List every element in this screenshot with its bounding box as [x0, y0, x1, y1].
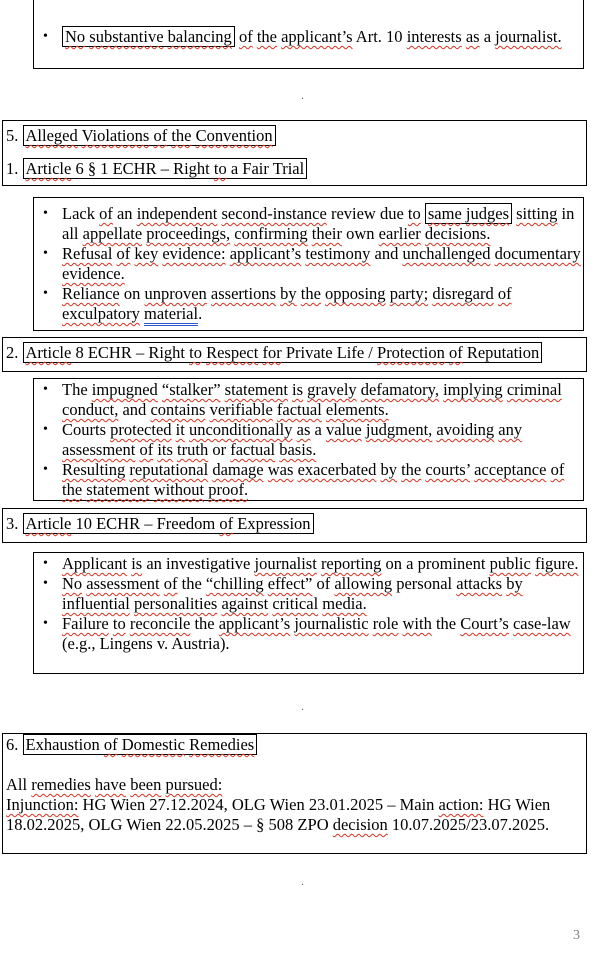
bullet-list: [34, 553, 583, 654]
spellcheck-marked-word: to: [213, 159, 227, 178]
separator-dot: .: [301, 876, 304, 888]
page-number: 3: [573, 928, 580, 943]
spellcheck-marked-word: conduct,: [62, 400, 119, 419]
spellcheck-marked-word: unchallenged: [402, 244, 491, 263]
paragraph: All remedies have been pursued:: [6, 775, 223, 794]
spellcheck-marked-word: for: [262, 343, 282, 362]
bullet-list: [34, 379, 583, 500]
spellcheck-marked-word: the: [171, 126, 192, 145]
bullet-item: • Refusal of key evidence: applicant’s testimony and unchallenged documentary evidence.: [34, 244, 583, 284]
spellcheck-marked-word: Protection: [377, 343, 445, 362]
bullet-item: • Failure to reconcile the applicant’s journalistic role with the Court’s case-law (e.g., Lingens v. Austria).: [34, 614, 583, 654]
spellcheck-marked-word: pursued:: [165, 775, 223, 794]
article-10-heading-box: [2, 508, 587, 543]
spellcheck-marked-word: No: [65, 27, 86, 46]
spellcheck-marked-word: as: [296, 420, 311, 439]
spellcheck-marked-word: applicant’s: [229, 244, 302, 263]
spellcheck-marked-word: avoiding: [436, 420, 495, 439]
article-8-heading-box: [2, 337, 587, 372]
article-10-bullet-box: [33, 552, 584, 674]
spellcheck-marked-word: by: [380, 460, 397, 479]
spellcheck-marked-word: by: [506, 574, 523, 593]
spellcheck-marked-word: factual: [230, 440, 276, 459]
spellcheck-marked-word: unconditionally: [188, 420, 293, 439]
spellcheck-marked-word: exacerbated: [297, 460, 377, 479]
spellcheck-marked-word: action:: [438, 795, 484, 814]
spellcheck-marked-word: verifiable: [209, 400, 273, 419]
spellcheck-marked-word: Injunction:: [6, 795, 79, 814]
section-6-heading: 6. Exhaustion of Domestic Remedies: [6, 735, 582, 755]
spellcheck-marked-word: balancing: [167, 27, 232, 46]
article-10-heading: 3. Article 10 ECHR – Freedom of Expression: [6, 514, 586, 534]
section-6-box: [2, 733, 587, 854]
spellcheck-marked-word: their: [311, 224, 342, 243]
spellcheck-marked-word: journalist: [254, 554, 317, 573]
text-frame: Article 10 ECHR – Freedom of Expression: [23, 513, 314, 534]
spellcheck-marked-word: defamatory,: [360, 380, 439, 399]
spellcheck-marked-word: Court’s: [460, 614, 509, 633]
spellcheck-marked-word: unproven: [144, 284, 207, 303]
bullet-item: • No substantive balancing of the applicant’s Art. 10 interests as a journalist.: [34, 27, 583, 47]
spellcheck-marked-word: decisions.: [424, 224, 491, 243]
text-frame: [425, 203, 512, 224]
spellcheck-marked-word: contains: [150, 400, 206, 419]
spellcheck-marked-word: damage: [212, 460, 264, 479]
spellcheck-marked-word: the: [401, 460, 422, 479]
bullet-item: • No assessment of the “chilling effect” of allowing personal attacks by influential personalities against critical media.: [34, 574, 583, 614]
spellcheck-marked-word: proof.: [208, 480, 249, 499]
spellcheck-marked-word: documentary: [494, 244, 581, 263]
spellcheck-marked-word: of: [219, 514, 234, 533]
spellcheck-marked-word: to: [407, 204, 421, 223]
bullet-item: [34, 460, 583, 500]
grammar-marked-text: material: [144, 304, 198, 326]
spellcheck-marked-word: Article: [25, 514, 72, 533]
spellcheck-marked-word: remedies: [31, 775, 91, 794]
spellcheck-marked-word: influential: [62, 594, 130, 613]
spellcheck-marked-word: reconcile: [129, 614, 191, 633]
spellcheck-marked-word: proceedings,: [146, 224, 231, 243]
spellcheck-marked-word: statement: [224, 380, 288, 399]
spellcheck-marked-word: earlier: [378, 224, 421, 243]
spellcheck-marked-word: case-law: [512, 614, 571, 633]
spellcheck-marked-word: Refusal: [62, 244, 113, 263]
spellcheck-marked-word: exculpatory: [62, 304, 140, 323]
spellcheck-marked-word: Failure: [62, 614, 109, 633]
spellcheck-marked-word: judgment,: [365, 420, 433, 439]
spellcheck-marked-word: of: [550, 460, 565, 479]
separator-dot: .: [301, 701, 304, 713]
spellcheck-marked-word: role: [372, 614, 399, 633]
spellcheck-marked-word: protected: [110, 420, 172, 439]
spellcheck-marked-word: judges: [465, 204, 510, 223]
spellcheck-marked-word: Domestic: [121, 735, 185, 754]
text-frame: Exhaustion of Domestic Remedies: [23, 734, 258, 755]
spellcheck-marked-word: it: [175, 420, 185, 439]
spellcheck-marked-word: second-instance: [221, 204, 327, 223]
spellcheck-marked-word: was: [267, 460, 294, 479]
spellcheck-marked-word: disregard: [432, 284, 494, 303]
spellcheck-marked-word: “chilling: [205, 574, 264, 593]
spellcheck-marked-word: as: [465, 27, 480, 46]
spellcheck-marked-word: of: [99, 204, 113, 223]
spellcheck-marked-word: Violations: [81, 126, 150, 145]
spellcheck-marked-word: with: [402, 614, 432, 633]
spellcheck-marked-word: Convention: [195, 126, 273, 145]
spellcheck-marked-word: the: [62, 480, 83, 499]
spellcheck-marked-word: public: [489, 554, 531, 573]
spellcheck-marked-word: against: [221, 594, 269, 613]
spellcheck-marked-word: media.: [322, 594, 367, 613]
article-8-heading: 2. Article 8 ECHR – Right to Respect for Private Life / Protection of Reputation: [6, 343, 586, 363]
spellcheck-marked-word: is: [292, 380, 304, 399]
spellcheck-marked-word: journalist.: [495, 27, 562, 46]
spellcheck-marked-word: applicant’s: [281, 27, 353, 46]
article-6-bullet-box: [33, 197, 584, 331]
section-5-heading: 5. Alleged Violations of the Convention: [6, 126, 586, 146]
spellcheck-marked-word: been: [130, 775, 162, 794]
spellcheck-marked-word: Article: [25, 343, 72, 362]
article-6-heading: 1. Article 6 § 1 ECHR – Right to a Fair Trial: [6, 159, 586, 179]
spellcheck-marked-word: Article: [25, 159, 72, 178]
bullet-list: [34, 0, 583, 47]
spellcheck-marked-word: is: [131, 554, 143, 573]
paragraph: Injunction: HG Wien 27.12.2024, OLG Wien 23.01.2025 – Main action: HG Wien 18.02.2025, OLG Wien 22.05.2025 – § 508 ZPO decision 10.07.2025/23.07.2025.: [6, 795, 551, 834]
spellcheck-marked-word: decision: [332, 815, 388, 834]
spellcheck-marked-word: independent: [136, 204, 218, 223]
spellcheck-marked-word: the: [256, 27, 277, 46]
spellcheck-marked-word: journalistic: [294, 614, 369, 633]
spellcheck-marked-word: assessment: [86, 574, 160, 593]
spellcheck-marked-word: statement: [86, 480, 150, 499]
spellcheck-marked-word: to: [189, 343, 202, 362]
spellcheck-marked-word: reputational: [129, 460, 209, 479]
spellcheck-marked-word: party;: [389, 284, 429, 303]
spellcheck-marked-word: its: [157, 440, 173, 459]
spellcheck-marked-word: of: [116, 244, 131, 263]
article-8-bullet-box: [33, 378, 584, 501]
spellcheck-marked-word: interests: [406, 27, 462, 46]
bullet-item: • Lack of an independent second-instance review due to same judges sitting in all appellate proceedings, confirming their own earlier decisions.: [34, 204, 583, 244]
section-5-heading-box: [2, 120, 587, 186]
separator-dot: .: [301, 90, 304, 102]
spellcheck-marked-word: Resulting: [62, 460, 126, 479]
spellcheck-marked-word: Remedies: [189, 735, 255, 754]
spellcheck-marked-word: applicant’s: [218, 614, 291, 633]
spellcheck-marked-word: evidence.: [62, 264, 125, 283]
spellcheck-marked-word: without: [153, 480, 205, 499]
spellcheck-marked-word: factual: [276, 400, 322, 419]
spellcheck-marked-word: implying: [443, 380, 503, 399]
spellcheck-marked-word: of: [238, 27, 253, 46]
spellcheck-marked-word: sitting: [516, 204, 558, 223]
spellcheck-marked-word: personalities: [133, 594, 218, 613]
spellcheck-marked-word: assertions: [210, 284, 276, 303]
spellcheck-marked-word: any: [498, 420, 523, 439]
spellcheck-marked-word: basis.: [279, 440, 317, 459]
spellcheck-marked-word: appellate: [82, 224, 143, 243]
spellcheck-marked-word: assessment: [62, 440, 136, 459]
text-frame: Article 6 § 1 ECHR – Right to a Fair Trial: [23, 158, 308, 179]
bullet-item: • Reliance on unproven assertions by the opposing party; disregard of exculpatory material.: [34, 284, 583, 324]
spellcheck-marked-word: acceptance: [474, 460, 547, 479]
continued-bullet-box: [33, 0, 584, 69]
spellcheck-marked-word: Alleged: [25, 126, 78, 145]
bullet-list: [34, 198, 583, 324]
spellcheck-marked-word: confirming: [234, 224, 308, 243]
spellcheck-marked-word: courts’: [425, 460, 470, 479]
spellcheck-marked-word: opposing: [325, 284, 386, 303]
spellcheck-marked-word: criminal: [506, 380, 562, 399]
spellcheck-marked-word: reporting: [320, 554, 382, 573]
spellcheck-marked-word: key: [134, 244, 159, 263]
spellcheck-marked-word: gravely: [307, 380, 357, 399]
text-frame: [23, 125, 276, 146]
text-frame: [62, 26, 235, 47]
spellcheck-marked-word: allowing: [334, 574, 393, 593]
spellcheck-marked-word: same: [427, 204, 462, 223]
spellcheck-marked-word: of: [103, 735, 118, 754]
spellcheck-marked-word: elements.: [325, 400, 389, 419]
spellcheck-marked-word: the: [300, 284, 321, 303]
spellcheck-marked-word: of: [139, 440, 154, 459]
text-frame: Article 8 ECHR – Right to Respect for Private Life / Protection of Reputation: [23, 342, 543, 363]
blank-line: [6, 755, 582, 775]
spellcheck-marked-word: No: [62, 574, 83, 593]
spellcheck-marked-word: truth: [177, 440, 209, 459]
spellcheck-marked-word: of: [163, 574, 178, 593]
bullet-item: • The impugned “stalker” statement is gravely defamatory, implying criminal conduct, and contains verifiable factual elements.: [34, 380, 583, 420]
spellcheck-marked-word: Respect: [206, 343, 259, 362]
spellcheck-marked-word: Reliance: [62, 284, 120, 303]
spellcheck-marked-word: effect”: [267, 574, 313, 593]
spellcheck-marked-word: have: [94, 775, 127, 794]
bullet-item: • Courts protected it unconditionally as a value judgment, avoiding any assessment of its truth or factual basis.: [34, 420, 583, 460]
spellcheck-marked-word: value: [325, 420, 362, 439]
spellcheck-marked-word: evidence:: [162, 244, 226, 263]
spellcheck-marked-word: to: [112, 614, 126, 633]
spellcheck-marked-word: critical: [272, 594, 319, 613]
spellcheck-marked-word: by: [280, 284, 297, 303]
spellcheck-marked-word: of: [153, 126, 168, 145]
spellcheck-marked-word: attacks: [456, 574, 503, 593]
spellcheck-marked-word: Applicant: [62, 554, 128, 573]
spellcheck-marked-word: of: [448, 343, 463, 362]
spellcheck-marked-word: figure.: [534, 554, 579, 573]
spellcheck-marked-word: impugned: [91, 380, 158, 399]
bullet-item: • Applicant is an investigative journalist reporting on a prominent public figure.: [34, 554, 583, 574]
spellcheck-marked-word: of: [497, 284, 512, 303]
spellcheck-marked-word: testimony: [305, 244, 371, 263]
spellcheck-marked-word: substantive: [89, 27, 164, 46]
spellcheck-marked-word: “stalker”: [161, 380, 221, 399]
